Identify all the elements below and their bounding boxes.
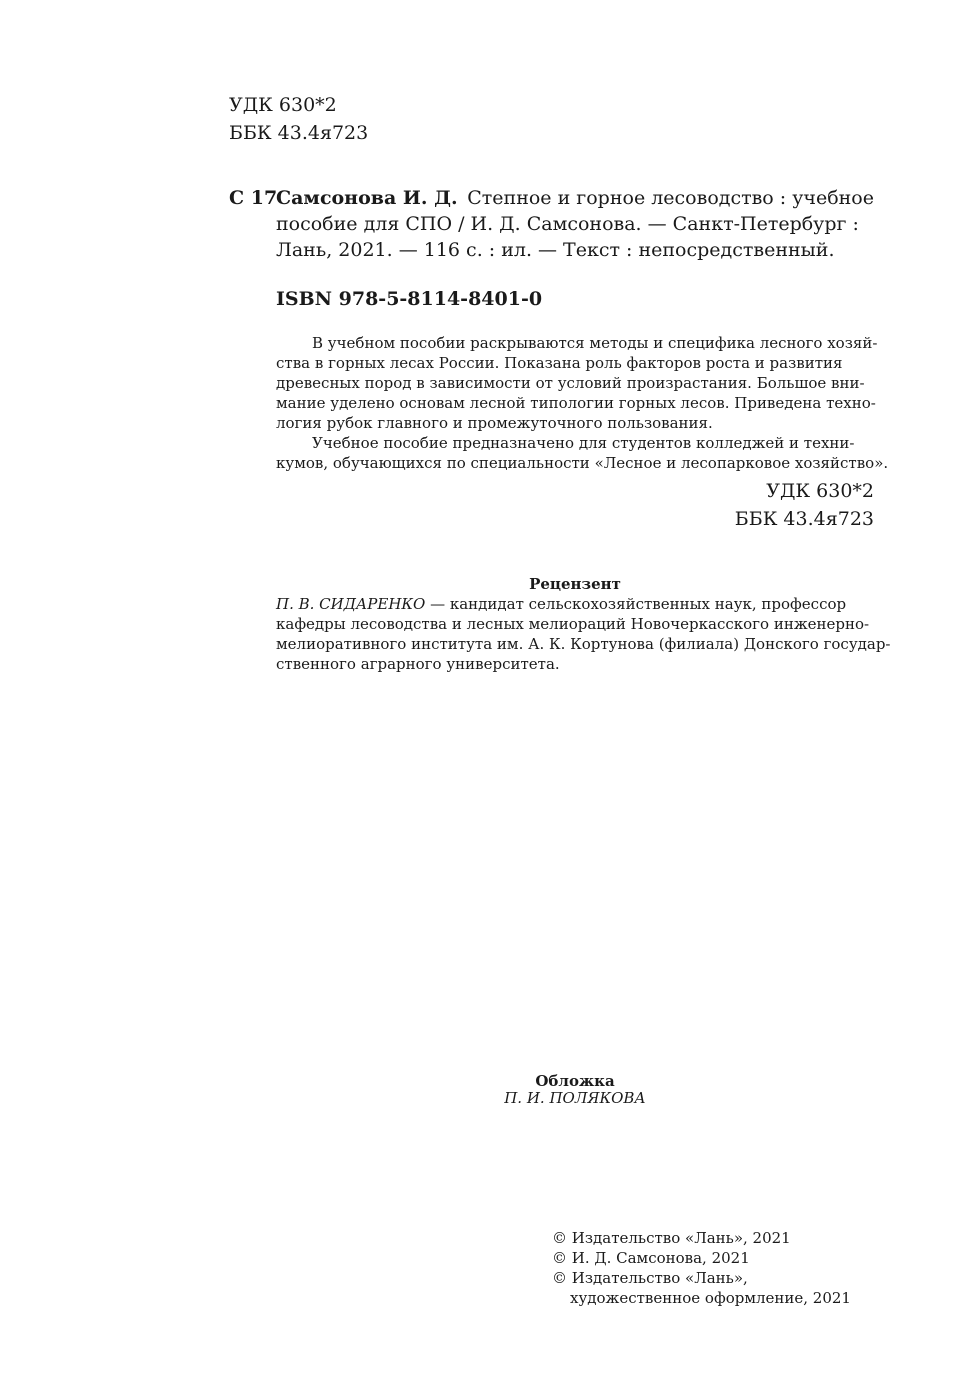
reviewer-heading: Рецензент: [529, 575, 621, 593]
reviewer-line: кафедры лесоводства и лесных мелиораций Новочеркасского инженерно-: [276, 615, 870, 633]
bbk-bottom: ББК 43.4я723: [734, 508, 874, 530]
annotation-line: Учебное пособие предназначено для студентов колледжей и техни-: [312, 434, 855, 452]
isbn: ISBN 978-5-8114-8401-0: [276, 288, 543, 310]
reviewer-line: — кандидат сельскохозяйственных наук, профессор: [425, 595, 847, 613]
reviewer-block: [276, 594, 891, 674]
copyright-line: художественное оформление, 2021: [570, 1289, 851, 1307]
copyright-line: © Издательство «Лань»,: [552, 1269, 748, 1287]
cover-designer: П. И. ПОЛЯКОВА: [504, 1089, 646, 1107]
bibliographic-entry: [276, 185, 874, 263]
annotation-line: мание уделено основам лесной типологии горных лесов. Приведена техно-: [276, 394, 876, 412]
annotation-line: логия рубок главного и промежуточного пользования.: [276, 414, 713, 432]
udk-top: УДК 630*2: [229, 94, 337, 116]
author-code: С 17: [229, 187, 278, 209]
reviewer-name: П. В. СИДАРЕНКО: [276, 595, 426, 613]
annotation-line: В учебном пособии раскрываются методы и специфика лесного хозяй-: [312, 334, 878, 352]
entry-line3: Лань, 2021. — 116 с. : ил. — Текст : непосредственный.: [276, 239, 835, 261]
entry-author: Самсонова И. Д.: [276, 187, 458, 209]
udk-bottom: УДК 630*2: [766, 480, 874, 502]
annotation-line: кумов, обучающихся по специальности «Лесное и лесопарковое хозяйство».: [276, 454, 889, 472]
annotation-line: древесных пород в зависимости от условий произрастания. Большое вни-: [276, 374, 865, 392]
reviewer-line: ственного аграрного университета.: [276, 655, 560, 673]
entry-line2: пособие для СПО / И. Д. Самсонова. — Санкт-Петербург :: [276, 213, 859, 235]
annotation: [276, 333, 889, 473]
entry-line1: Степное и горное лесоводство : учебное: [467, 187, 874, 209]
cover-heading: Обложка: [535, 1072, 615, 1090]
copyright-line: © И. Д. Самсонова, 2021: [552, 1249, 750, 1267]
copyright-block: [552, 1228, 851, 1308]
reviewer-line: мелиоративного института им. А. К. Кортунова (филиала) Донского государ-: [276, 635, 891, 653]
copyright-line: © Издательство «Лань», 2021: [552, 1229, 791, 1247]
bbk-top: ББК 43.4я723: [229, 122, 369, 144]
annotation-line: ства в горных лесах России. Показана роль факторов роста и развития: [276, 354, 843, 372]
